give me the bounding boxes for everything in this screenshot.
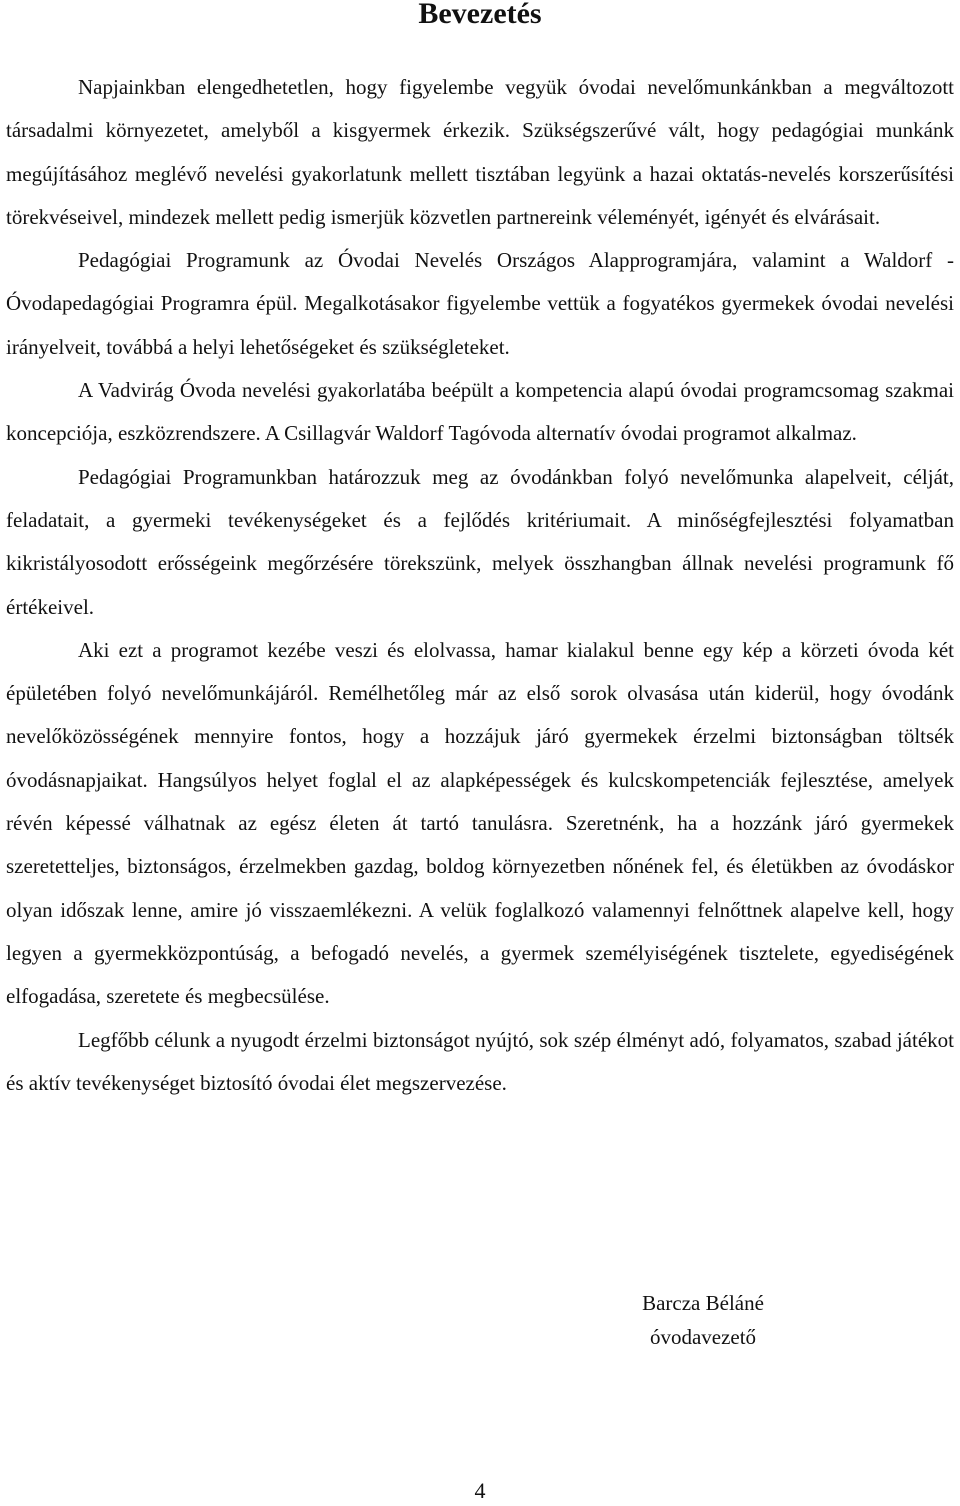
signature-name: Barcza Béláné [642, 1291, 764, 1315]
signature-role: óvodavezető [649, 1325, 757, 1349]
paragraph-2: Pedagógiai Programunk az Óvodai Nevelés Országos Alapprogramjára, valamint a Waldorf - Óvodapedagógiai Programra épül. Megalkotásakor figyelembe vettük a fogyatékos gyermekek óvodai nevelési irányelveit, továbbá a helyi lehetőségeket és szükségleteket. [6, 248, 954, 359]
paragraph-4: Pedagógiai Programunkban határozzuk meg az óvodánkban folyó nevelőmunka alapelveit, célját, feladatait, a gyermeki tevékenységeket és a fejlődés kritériumait. A minőségfejlesztési folyamatban kikristályosodott erősségeink megőrzésére törekszünk, melyek összhangban állnak nevelési programunk fő értékeivel. [6, 464, 954, 619]
paragraph-3: A Vadvirág Óvoda nevelési gyakorlatába beépült a kompetencia alapú óvodai programcsomag szakmai koncepciója, eszközrendszere. A Csillagvár Waldorf Tagóvoda alternatív óvodai programot alkalmaz. [6, 378, 954, 446]
signature-block [603, 1286, 803, 1354]
page-number: 4 [474, 1478, 486, 1503]
paragraph-1: Napjainkban elengedhetetlen, hogy figyelembe vegyük óvodai nevelőmunkánkban a megváltozott társadalmi környezetet, amelyből a kisgyermek érkezik. Szükségszerűvé vált, hogy pedagógiai munkánk megújításához meglévő nevelési gyakorlatunk mellett tisztában legyünk a hazai oktatás-nevelés korszerűsítési törekvéseivel, mindezek mellett pedig ismerjük közvetlen partnereink véleményét, igényét és elvárásait. [6, 75, 954, 229]
page-title: Bevezetés [418, 0, 542, 30]
paragraph-6: Legfőbb célunk a nyugodt érzelmi biztonságot nyújtó, sok szép élményt adó, folyamatos, szabad játékot és aktív tevékenységet biztosító óvodai élet megszervezése. [6, 1027, 954, 1095]
body-text [6, 66, 954, 1105]
paragraph-5: Aki ezt a programot kezébe veszi és elolvassa, hamar kialakul benne egy kép a körzeti óvoda két épületében folyó nevelőmunkájáról. Remélhetőleg már az első sorok olvasása után kiderül, hogy óvodánk nevelőközösségének mennyire fontos, hogy a hozzájuk járó gyermekek érzelmi biztonságban töltsék óvodásnapjaikat. Hangsúlyos helyet foglal el az alapképességek és kulcskompetenciák fejlesztése, amelyek révén képessé válhatnak az egész életen át tartó tanulásra. Szeretnénk, ha a hozzánk járó gyermekek szeretetteljes, biztonságos, érzelmekben gazdag, boldog környezetben nőnének fel, és életükben az óvodáskor olyan időszak lenne, amire jó visszaemlékezni. A velük foglalkozó valamennyi felnőttnek alapelve kell, hogy legyen a gyermekközpontúság, a befogadó nevelés, a gyermek személyiségének tisztelete, egyediségének elfogadása, szeretete és megbecsülése. [6, 637, 954, 1009]
